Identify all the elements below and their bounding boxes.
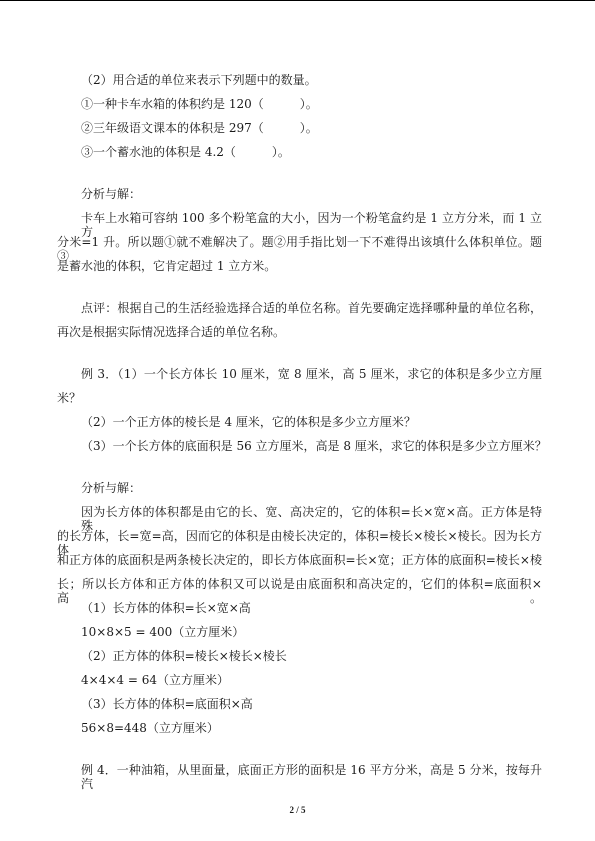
analysis-paragraph-line: 因为长方体的体积都是由它的长、宽、高决定的，它的体积=长×宽×高。正方体是特殊 — [81, 505, 542, 533]
question-2-item-1: ①一种卡车水箱的体积约是 120（ ）。 — [81, 97, 318, 111]
analysis-paragraph-line: 是蓄水池的体积，它肯定超过 1 立方米。 — [57, 259, 277, 273]
example-3-question-2: （2）一个正方体的棱长是 4 厘米，它的体积是多少立方厘米？ — [81, 415, 416, 429]
example-3-question-1: 例 3．（1）一个长方体长 10 厘米，宽 8 厘米，高 5 厘米，求它的体积是多少立方厘 — [81, 367, 542, 381]
solution-2-formula: （2）正方体的体积=棱长×棱长×棱长 — [81, 649, 287, 663]
analysis-heading: 分析与解： — [81, 481, 142, 495]
comment-paragraph-line: 点评：根据自己的生活经验选择合适的单位名称。首先要确定选择哪种量的单位名称， — [81, 301, 542, 315]
question-2-item-2: ②三年级语文课本的体积是 297（ ）。 — [81, 121, 318, 135]
solution-2-calc: 4×4×4 = 64（立方厘米） — [81, 673, 229, 687]
example-3-question-3: （3）一个长方体的底面积是 56 立方厘米，高是 8 厘米，求它的体积是多少立方厘米？ — [81, 439, 547, 453]
analysis-paragraph-line: 分米=1 升。所以题①就不难解决了。题②用手指比划一下不难得出该填什么体积单位。题③ — [57, 235, 542, 263]
solution-1-formula: （1）长方体的体积=长×宽×高 — [81, 601, 251, 615]
analysis-paragraph-line: 卡车上水箱可容纳 100 多个粉笔盒的大小，因为一个粉笔盒约是 1 立方分米，而 1 立方 — [81, 211, 542, 239]
comment-paragraph-line: 再次是根据实际情况选择合适的单位名称。 — [57, 325, 286, 339]
question-2-item-3: ③一个蓄水池的体积是 4.2（ ）。 — [81, 145, 290, 159]
solution-3-formula: （3）长方体的体积=底面积×高 — [81, 697, 253, 711]
analysis-paragraph-line: 长；所以长方体和正方体的体积又可以说是由底面积和高决定的，它们的体积=底面积×高。 — [57, 577, 542, 605]
solution-1-calc: 10×8×5 = 400（立方厘米） — [81, 625, 245, 639]
page-top-border — [0, 0, 595, 1]
example-3-question-1-cont: 米？ — [57, 391, 82, 405]
analysis-paragraph-line: 和正方体的底面积是两条棱长决定的，即长方体底面积=长×宽；正方体的底面积=棱长×棱 — [57, 553, 542, 567]
example-4-question: 例 4．一种油箱，从里面量，底面正方形的面积是 16 平方分米，高是 5 分米，按每升汽 — [81, 763, 542, 791]
page-number: 2 / 5 — [289, 805, 306, 815]
analysis-paragraph-line: 的长方体，长=宽=高，因而它的体积是由棱长决定的，体积=棱长×棱长×棱长。因为长方体 — [57, 529, 542, 557]
question-2-prompt: （2）用合适的单位来表示下列题中的数量。 — [81, 73, 317, 87]
solution-3-calc: 56×8=448（立方厘米） — [81, 721, 219, 735]
analysis-heading: 分析与解： — [81, 187, 142, 201]
